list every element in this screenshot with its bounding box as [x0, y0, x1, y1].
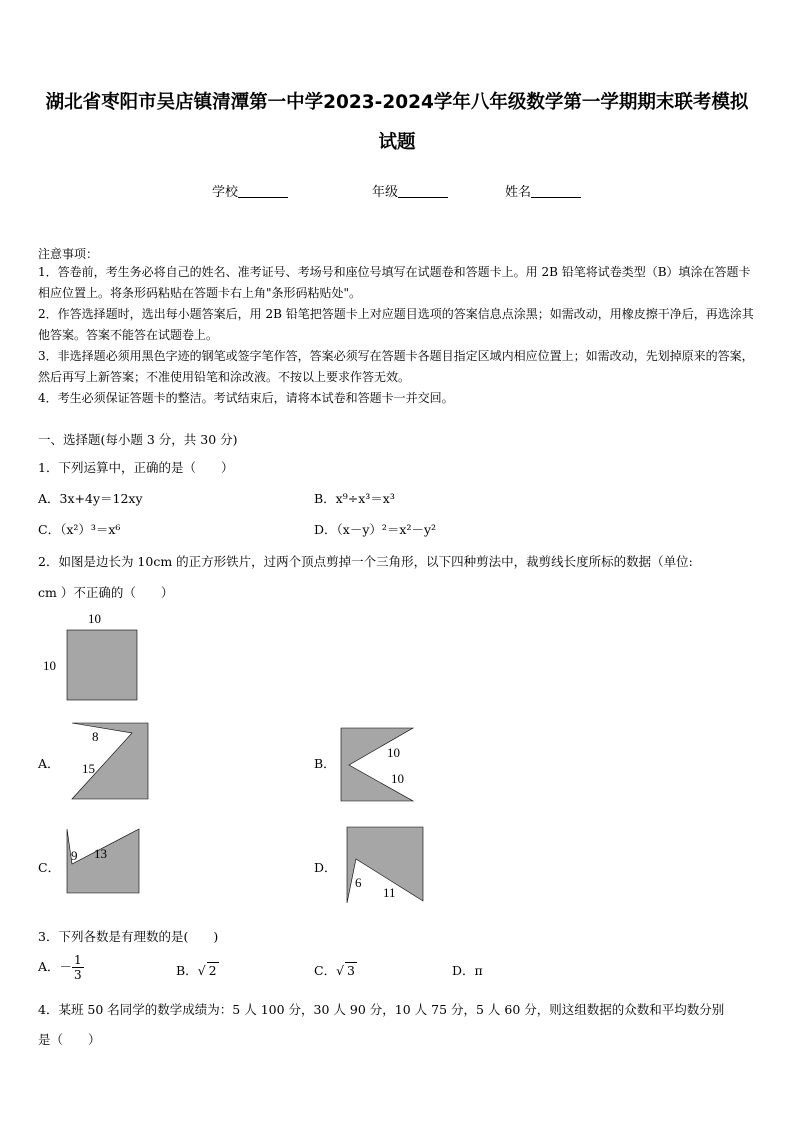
q2-b-label-10b: 10 — [391, 771, 404, 786]
note-item-3: 3．非选择题必须用黑色字迹的钢笔或签字笔作答，答案必须写在答题卡各题目指定区域内相应位置上；如需改动，先划掉原来的答案，然后再写上新答案；不准使用铅笔和涂改液。不按以上要求作答无效。 — [38, 349, 754, 384]
note-item-1: 1．答卷前，考生务必将自己的姓名、准考证号、考场号和座位号填写在试题卷和答题卡上。用 2B 铅笔将试卷类型（B）填涂在答题卡相应位置上。将条形码粘贴在答题卡右上角"条形码粘贴处"。 — [38, 265, 751, 300]
q2-stem-line2: cm ）不正确的（ ） — [38, 585, 174, 600]
q3-b-radicand: 2 — [208, 963, 217, 978]
q1-option-c: C．（x²）³＝x⁶ — [38, 522, 121, 537]
page-title-line2: 试题 — [378, 132, 416, 153]
q2-c-label-9: 9 — [71, 848, 78, 863]
q1-option-b: B．x⁹÷x³＝x³ — [314, 491, 395, 506]
q2-stem-line1: 2．如图是边长为 10cm 的正方形铁片，过两个顶点剪掉一个三角形，以下四种剪法中，裁剪线长度所标的数据（单位: — [38, 554, 693, 569]
q3-a-prefix: A．－ — [38, 959, 73, 974]
q2-d-label-11: 11 — [383, 885, 396, 900]
q4-stem-line2: 是（ ） — [38, 1032, 101, 1047]
q3-c-radicand: 3 — [347, 963, 355, 978]
page-title-line1: 湖北省枣阳市吴店镇清潭第一中学2023-2024学年八年级数学第一学期期末联考模拟 — [45, 92, 749, 113]
q3-a-denominator: 3 — [74, 968, 82, 982]
grade-label: 年级 — [372, 185, 399, 200]
note-item-4: 4．考生必须保证答题卡的整洁。考试结束后，请将本试卷和答题卡一并交回。 — [38, 391, 454, 405]
q2-c-label-13: 13 — [94, 846, 107, 861]
q3-option-b — [176, 961, 219, 979]
q2-a-label-8: 8 — [92, 729, 99, 744]
q4-stem-line1: 4．某班 50 名同学的数学成绩为：5 人 100 分，30 人 90 分，10 人 75 分，5 人 60 分，则这组数据的众数和平均数分别 — [38, 1002, 725, 1017]
note-item-2: 2．作答选择题时，选出每小题答案后，用 2B 铅笔把答题卡上对应题目选项的答案信息点涂黑；如需改动，用橡皮擦干净后，再选涂其他答案。答案不能答在试题卷上。 — [38, 307, 754, 342]
q3-a-fraction — [72, 953, 84, 982]
school-label: 学校 — [212, 185, 239, 200]
q2-option-a-label: A． — [38, 756, 60, 771]
q3-stem: 3．下列各数是有理数的是( ) — [38, 929, 219, 944]
name-label: 姓名 — [505, 185, 532, 200]
q1-option-a: A．3x+4y＝12xy — [38, 491, 143, 506]
q1-stem: 1．下列运算中，正确的是（ ） — [38, 460, 234, 475]
section-heading: 一、选择题(每小题 3 分，共 30 分) — [38, 432, 238, 447]
q1-option-d: D．（x－y）²＝x²－y² — [314, 522, 437, 537]
q3-option-a — [38, 953, 84, 982]
q2-a-label-15: 15 — [82, 761, 95, 776]
q3-b-prefix: B． — [176, 963, 198, 978]
sqrt-icon: √ — [336, 963, 345, 978]
q2-d-label-6: 6 — [355, 875, 362, 890]
q3-a-numerator: 1 — [74, 953, 82, 967]
notes-title: 注意事项： — [38, 247, 99, 261]
q2-b-label-10a: 10 — [387, 745, 400, 760]
sqrt-icon: √ — [197, 963, 206, 978]
q2-figure-c — [67, 829, 139, 893]
q2-main-square — [67, 630, 137, 700]
q2-main-top-label: 10 — [88, 611, 101, 626]
q2-option-c-label: C． — [38, 860, 61, 875]
q2-option-b-label: B． — [314, 756, 336, 771]
q2-main-left-label: 10 — [43, 658, 56, 673]
q2-option-d-label: D． — [314, 860, 337, 875]
q3-option-c — [314, 961, 357, 979]
q3-c-prefix: C． — [314, 963, 337, 978]
q2-figure-b — [341, 728, 413, 801]
q3-option-d: D．π — [452, 963, 483, 978]
